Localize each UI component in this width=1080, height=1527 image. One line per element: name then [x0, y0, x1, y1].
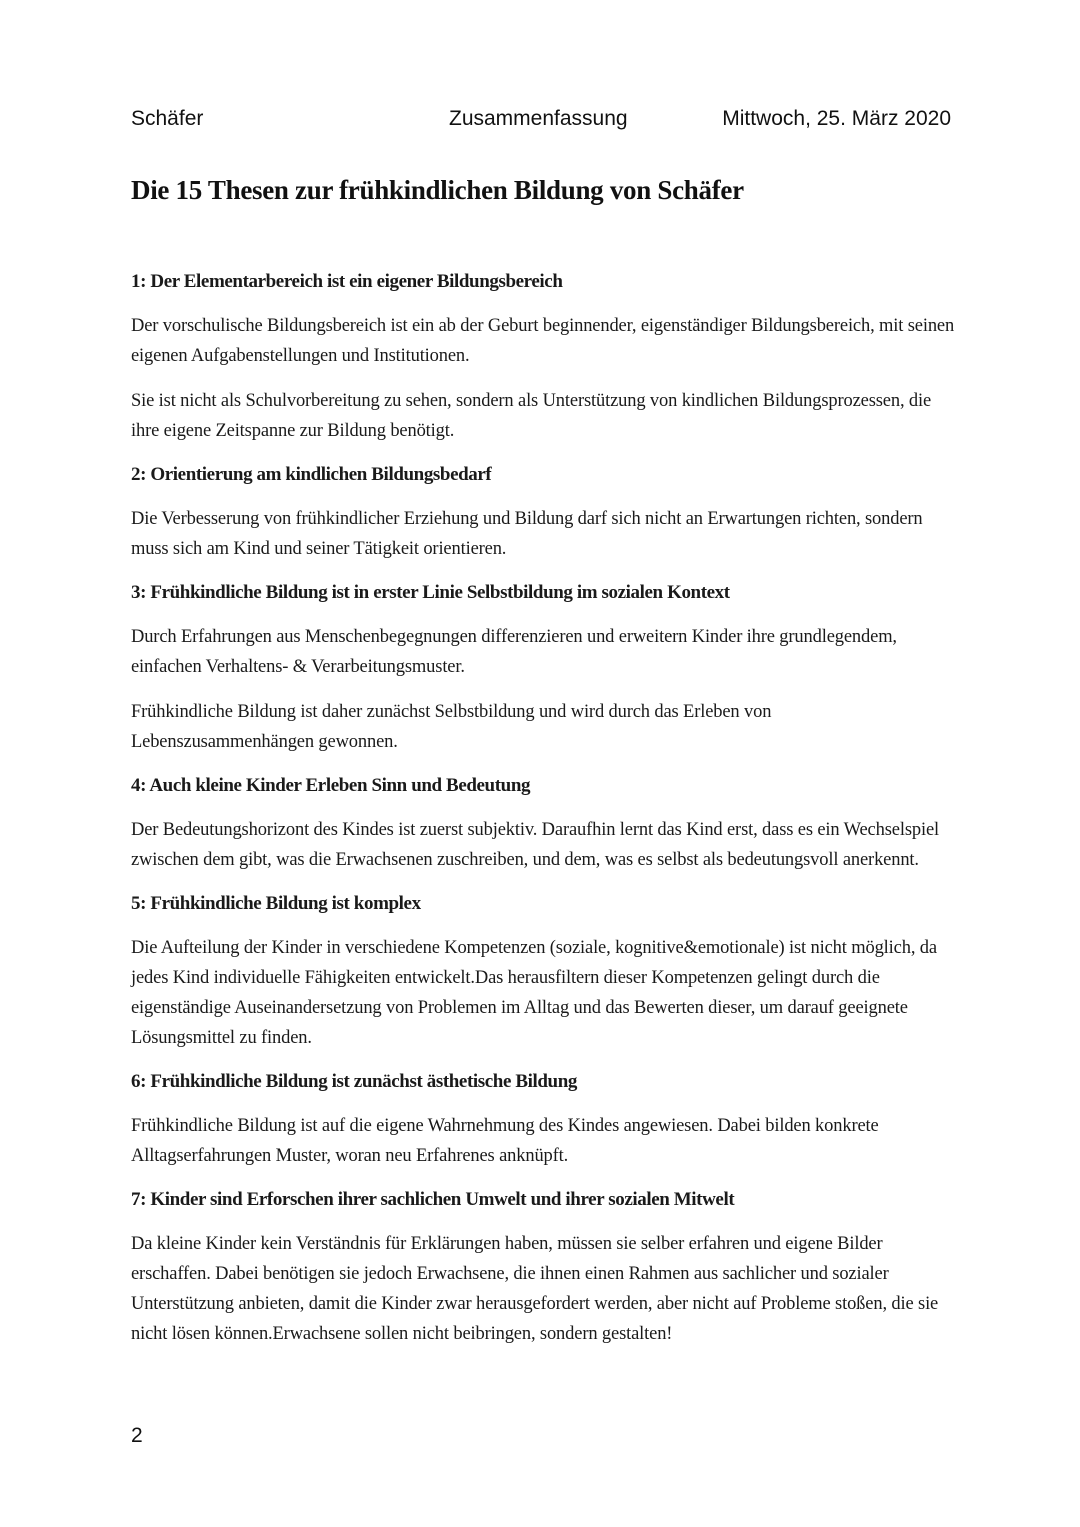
thesis-heading: 2: Orientierung am kindlichen Bildungsbedarf	[131, 464, 492, 485]
page-number: 2	[131, 1424, 143, 1447]
thesis-5	[131, 890, 956, 1053]
thesis-paragraph: Der Bedeutungshorizont des Kindes ist zuerst subjektiv. Daraufhin lernt das Kind erst, dass es ein Wechselspiel zwischen dem gibt, was die Erwachsenen zuschreiben, und dem, was es selbst als bedeutungsvoll anerkennt.	[131, 820, 940, 870]
header-author: Schäfer	[131, 107, 204, 130]
thesis-6	[131, 1068, 956, 1171]
thesis-paragraph: Die Aufteilung der Kinder in verschiedene Kompetenzen (soziale, kognitive&emotionale) ist nicht möglich, da jedes Kind individuelle Fähigkeiten entwickelt.Das herausfiltern dieser Kompetenzen gelingt durch die eigenständige Auseinandersetzung von Problemen im Alltag und das Bewerten dieser, um darauf geeignete Lösungsmittel zu finden.	[131, 938, 937, 1048]
thesis-4	[131, 772, 956, 875]
page-header	[131, 107, 951, 137]
header-subject: Zusammenfassung	[449, 107, 628, 130]
thesis-heading: 5: Frühkindliche Bildung ist komplex	[131, 893, 421, 914]
thesis-paragraph: Durch Erfahrungen aus Menschenbegegnungen differenzieren und erweitern Kinder ihre grundlegendem, einfachen Verhaltens- & Verarbeitungsmuster.	[131, 627, 897, 677]
thesis-paragraph: Der vorschulische Bildungsbereich ist ein ab der Geburt beginnender, eigenständiger Bildungsbereich, mit seinen eigenen Aufgabenstellungen und Institutionen.	[131, 316, 955, 366]
theses-list	[131, 268, 956, 1364]
thesis-paragraph: Frühkindliche Bildung ist auf die eigene Wahrnehmung des Kindes angewiesen. Dabei bilden konkrete Alltagserfahrungen Muster, woran neu Erfahrenes anknüpft.	[131, 1116, 879, 1166]
thesis-1	[131, 268, 956, 446]
thesis-2	[131, 461, 956, 564]
thesis-heading: 7: Kinder sind Erforschen ihrer sachlichen Umwelt und ihrer sozialen Mitwelt	[131, 1189, 735, 1210]
header-date: Mittwoch, 25. März 2020	[722, 107, 951, 130]
thesis-paragraph: Sie ist nicht als Schulvorbereitung zu sehen, sondern als Unterstützung von kindlichen Bildungsprozessen, die ihre eigene Zeitspanne zur Bildung benötigt.	[131, 391, 932, 441]
thesis-paragraph: Die Verbesserung von frühkindlicher Erziehung und Bildung darf sich nicht an Erwartungen richten, sondern muss sich am Kind und seiner Tätigkeit orientieren.	[131, 509, 923, 559]
thesis-3	[131, 579, 956, 757]
thesis-heading: 4: Auch kleine Kinder Erleben Sinn und Bedeutung	[131, 775, 531, 796]
thesis-heading: 3: Frühkindliche Bildung ist in erster Linie Selbstbildung im sozialen Kontext	[131, 582, 730, 603]
thesis-paragraph: Da kleine Kinder kein Verständnis für Erklärungen haben, müssen sie selber erfahren und eigene Bilder erschaffen. Dabei benötigen sie jedoch Erwachsene, die ihnen einen Rahmen aus sachlicher und sozialer Unterstützung anbieten, damit die Kinder zwar herausgefordert werden, aber nicht auf Probleme stoßen, die sie nicht lösen können.Erwachsene sollen nicht beibringen, sondern gestalten!	[131, 1234, 939, 1344]
document-title: Die 15 Thesen zur frühkindlichen Bildung von Schäfer	[131, 175, 744, 205]
thesis-heading: 6: Frühkindliche Bildung ist zunächst ästhetische Bildung	[131, 1071, 577, 1092]
thesis-7	[131, 1186, 956, 1349]
thesis-paragraph: Frühkindliche Bildung ist daher zunächst Selbstbildung und wird durch das Erleben von Lebenszusammenhängen gewonnen.	[131, 702, 772, 752]
thesis-heading: 1: Der Elementarbereich ist ein eigener Bildungsbereich	[131, 271, 563, 292]
